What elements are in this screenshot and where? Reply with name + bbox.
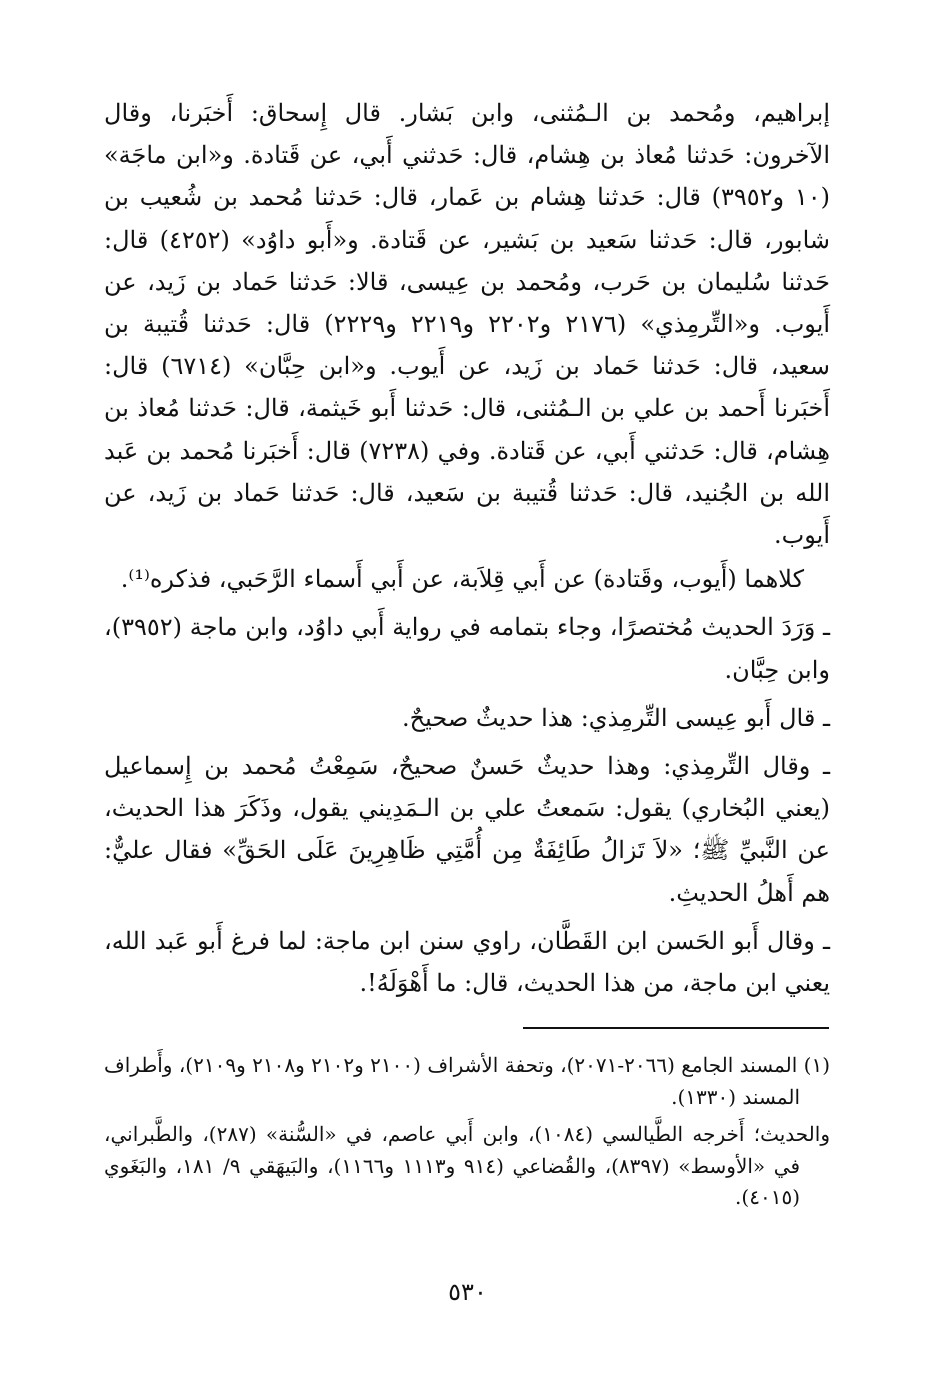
- paragraph-isnad: إبراهيم، ومُحمد بن الـمُثنى، وابن بَشار. قال إِسحاق: أَخبَرنا، وقال الآخرون: حَدثنا مُعاذ بن هِشام، قال: حَدثني أَبي، عن قَتادة. و«ابن ماجَة» (١٠ و٣٩٥٢) قال: حَدثنا هِشام بن عَمار، قال: حَدثنا مُحمد بن شُعيب بن شابور، قال: حَدثنا سَعيد بن بَشير، عن قَتادة. و«أَبو داوُد» (٤٢٥٢) قال: حَدثنا سُليمان بن حَرب، ومُحمد بن عِيسى، قالا: حَدثنا حَماد بن زَيد، عن أَيوب. و«التِّرمِذي» (٢١٧٦ و٢٢٠٢ و٢٢١٩ و٢٢٢٩) قال: حَدثنا قُتيبة بن سعيد، قال: حَدثنا حَماد بن زَيد، عن أَيوب. و«ابن حِبَّان» (٦٧١٤) قال: أَخبَرنا أَحمد بن علي بن الـمُثنى، قال: حَدثنا أَبو خَيثمة، قال: حَدثنا مُعاذ بن هِشام، قال: حَدثني أَبي، عن قَتادة. وفي (٧٢٣٨) قال: أَخبَرنا مُحمد بن عَبد الله بن الجُنيد، قال: حَدثنا قُتيبة بن سَعيد، قال: حَدثنا حَماد بن زَيد، عن أَيوب.: [104, 99, 831, 550]
- paragraph-abridged-note: ـ وَرَدَ الحديث مُختصرًا، وجاء بتمامه في رواية أَبي داوُد، وابن ماجة (٣٩٥٢)، وابن حِبَّان.: [104, 613, 830, 684]
- paragraph-tirmidhi-verdict: ـ قال أَبو عِيسى التِّرمِذي: هذا حديثٌ صحيحٌ.: [401, 703, 830, 732]
- page-number: ٥٣٠: [448, 1278, 487, 1306]
- paragraph-ibn-alqattan: ـ وقال أَبو الحَسن ابن القَطَّان، راوي سنن ابن ماجة: لما فرغ أَبو عَبد الله، يعني ابن ماجة، من هذا الحديث، قال: ما أَهْوَلَهُ!.: [104, 926, 830, 998]
- footnotes: [104, 1050, 830, 1214]
- footnote-1: (١) المسند الجامع (٢٠٦٦-٢٠٧١)، وتحفة الأشراف (٢١٠٠ و٢١٠٢ و٢١٠٨ و٢١٠٩)، وأَطراف المسند (١٣٣٠).: [104, 1053, 831, 1109]
- paragraph-tirmidhi-bukhari: ـ وقال التِّرمِذي: وهذا حديثٌ حَسنٌ صحيحٌ، سَمِعْتُ مُحمد بن إِسماعيل (يعني البُخاري) يقول: سَمعتُ علي بن الـمَدِيني يقول، وذَكَرَ هذا الحديث، عن النَّبيِّ ﷺ؛ «لاَ تَزالُ طَائِفَةٌ مِن أُمَّتِي ظَاهِرِينَ عَلَى الحَقِّ» فقال عليٌّ: هم أَهلُ الحديثِ.: [104, 752, 830, 907]
- main-text: [104, 92, 830, 1004]
- footnote-1-continuation: والحديث؛ أَخرجه الطَّيالسي (١٠٨٤)، وابن أَبي عاصم، في «السُّنة» (٢٨٧)، والطَّبراني، في «الأوسط» (٨٣٩٧)، والقُضاعي (٩١٤ و١١١٣ و١١٦٦)، والبَيهَقي ٩/ ١٨١، والبَغَوي (٤٠١٥).: [104, 1122, 830, 1209]
- footnote-separator: [523, 1027, 829, 1029]
- paragraph-both-narrators: كلاهما (أَيوب، وقَتادة) عن أَبي قِلاَبة، عن أَبي أَسماء الرَّحَبي، فذكره⁽¹⁾.: [120, 565, 804, 594]
